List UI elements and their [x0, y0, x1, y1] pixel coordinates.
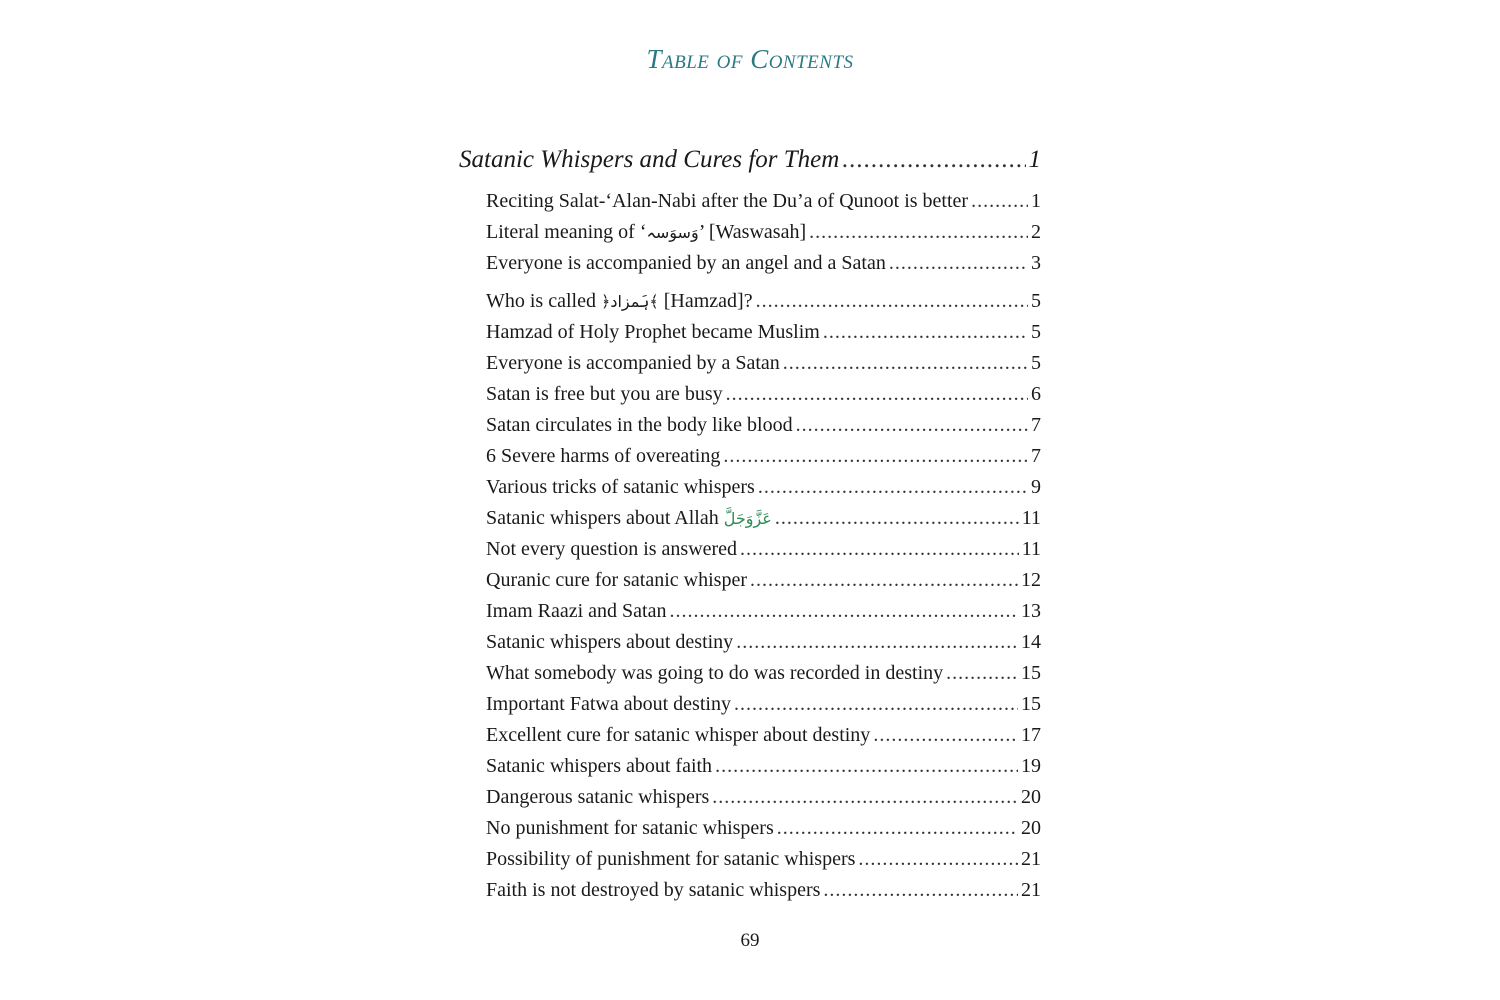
- dot-leader: [775, 503, 1019, 534]
- entry-page-number: 2: [1031, 221, 1041, 243]
- entry-label: Quranic cure for satanic whisper: [486, 569, 747, 591]
- arabic-term: ﴿ہَمزاد﴾: [600, 292, 659, 311]
- page-number: 69: [740, 930, 760, 951]
- entry-page-number: 5: [1031, 290, 1041, 312]
- dot-leader: [670, 596, 1019, 627]
- entry-page-number: 3: [1031, 252, 1041, 274]
- entry-page-number: 19: [1021, 755, 1041, 777]
- toc-entry[interactable]: [486, 844, 1041, 875]
- dot-leader: [823, 875, 1018, 906]
- toc-entry[interactable]: [486, 472, 1041, 503]
- entry-label: Satanic whispers about Allah عَزَّوَجَلَّ: [486, 507, 772, 529]
- toc-entry[interactable]: [486, 410, 1041, 441]
- toc-entry[interactable]: [486, 596, 1041, 627]
- entry-label: 6 Severe harms of overeating: [486, 445, 721, 467]
- entry-page-number: 5: [1031, 321, 1041, 343]
- entry-page-number: 15: [1021, 693, 1041, 715]
- entry-label: Important Fatwa about destiny: [486, 693, 731, 715]
- dot-leader: [712, 782, 1018, 813]
- toc-entry[interactable]: [486, 186, 1041, 217]
- arabic-honorific: عَزَّوَجَلَّ: [723, 509, 772, 528]
- dot-leader: [734, 689, 1018, 720]
- dot-leader: [758, 472, 1028, 503]
- table-of-contents: [459, 140, 1041, 906]
- toc-entry[interactable]: [486, 658, 1041, 689]
- toc-entry[interactable]: [486, 217, 1041, 248]
- entry-label: Literal meaning of ‘وَسوَسہ’ [Waswasah]: [486, 221, 807, 243]
- toc-entry[interactable]: [486, 627, 1041, 658]
- dot-leader: [777, 813, 1018, 844]
- toc-entry[interactable]: [486, 689, 1041, 720]
- entry-label: Reciting Salat-‘Alan-Nabi after the Du’a of Qunoot is better: [486, 190, 969, 212]
- entry-label: Hamzad of Holy Prophet became Muslim: [486, 321, 820, 343]
- entry-label: Dangerous satanic whispers: [486, 786, 710, 808]
- dot-leader: [823, 317, 1028, 348]
- toc-entry[interactable]: [486, 441, 1041, 472]
- entry-label: Faith is not destroyed by satanic whispers: [486, 879, 821, 901]
- arabic-term: وَسوَسہ: [646, 223, 699, 242]
- chapter-entry[interactable]: [459, 140, 1041, 180]
- entry-page-number: 17: [1021, 724, 1041, 746]
- entry-label: Everyone is accompanied by an angel and a Satan: [486, 252, 886, 274]
- dot-leader: [858, 844, 1018, 875]
- entry-page-number: 21: [1021, 879, 1041, 901]
- dot-leader: [889, 248, 1028, 279]
- entry-page-number: 20: [1021, 786, 1041, 808]
- entry-label: Satanic whispers about faith: [486, 755, 713, 777]
- entry-page-number: 15: [1021, 662, 1041, 684]
- entry-label: Satan is free but you are busy: [486, 383, 723, 405]
- entry-page-number: 6: [1031, 383, 1041, 405]
- entry-label: Not every question is answered: [486, 538, 738, 560]
- dot-leader: [736, 627, 1018, 658]
- dot-leader: [873, 720, 1018, 751]
- toc-entry[interactable]: [486, 248, 1041, 279]
- toc-entry[interactable]: [486, 279, 1041, 317]
- entry-label: Satanic whispers about destiny: [486, 631, 734, 653]
- toc-entry[interactable]: [486, 379, 1041, 410]
- dot-leader: [971, 186, 1028, 217]
- dot-leader: [715, 751, 1018, 782]
- entry-label: Who is called ﴿ہَمزاد﴾ [Hamzad]?: [486, 290, 753, 312]
- dot-leader: [740, 534, 1019, 565]
- entry-page-number: 1: [1031, 190, 1041, 212]
- dot-leader: [723, 441, 1028, 472]
- dot-leader: [726, 379, 1028, 410]
- entry-page-number: 20: [1021, 817, 1041, 839]
- entry-label: What somebody was going to do was recorded in destiny: [486, 662, 944, 684]
- entry-label: Possibility of punishment for satanic whispers: [486, 848, 856, 870]
- toc-entry[interactable]: [486, 534, 1041, 565]
- entry-label: No punishment for satanic whispers: [486, 817, 774, 839]
- toc-entry[interactable]: [486, 565, 1041, 596]
- entry-page-number: 11: [1021, 538, 1041, 560]
- entry-page-number: 21: [1021, 848, 1041, 870]
- entry-label: Excellent cure for satanic whisper about destiny: [486, 724, 871, 746]
- entry-page-number: 5: [1031, 352, 1041, 374]
- entry-label: Various tricks of satanic whispers: [486, 476, 755, 498]
- toc-entry[interactable]: [486, 720, 1041, 751]
- dot-leader: [809, 217, 1028, 248]
- dot-leader: [946, 658, 1018, 689]
- entry-label: Everyone is accompanied by a Satan: [486, 352, 780, 374]
- toc-entry[interactable]: [486, 875, 1041, 906]
- entry-page-number: 13: [1021, 600, 1041, 622]
- entry-label: Satan circulates in the body like blood: [486, 414, 793, 436]
- toc-entry[interactable]: [486, 813, 1041, 844]
- toc-entry[interactable]: [486, 503, 1041, 534]
- chapter-page-number: 1: [1028, 146, 1041, 173]
- toc-entry[interactable]: [486, 317, 1041, 348]
- page-title: Table of Contents: [646, 44, 854, 74]
- entry-page-number: 7: [1031, 445, 1041, 467]
- toc-entries: [486, 186, 1041, 906]
- dot-leader: [783, 348, 1028, 379]
- entry-page-number: 7: [1031, 414, 1041, 436]
- toc-entry[interactable]: [486, 782, 1041, 813]
- chapter-title: Satanic Whispers and Cures for Them: [459, 146, 840, 173]
- dot-leader: [842, 140, 1025, 180]
- entry-page-number: 11: [1021, 507, 1041, 529]
- entry-page-number: 9: [1031, 476, 1041, 498]
- dot-leader: [796, 410, 1028, 441]
- toc-entry[interactable]: [486, 348, 1041, 379]
- entry-page-number: 12: [1021, 569, 1041, 591]
- entry-label: Imam Raazi and Satan: [486, 600, 667, 622]
- dot-leader: [750, 565, 1018, 596]
- entry-page-number: 14: [1021, 631, 1041, 653]
- toc-entry[interactable]: [486, 751, 1041, 782]
